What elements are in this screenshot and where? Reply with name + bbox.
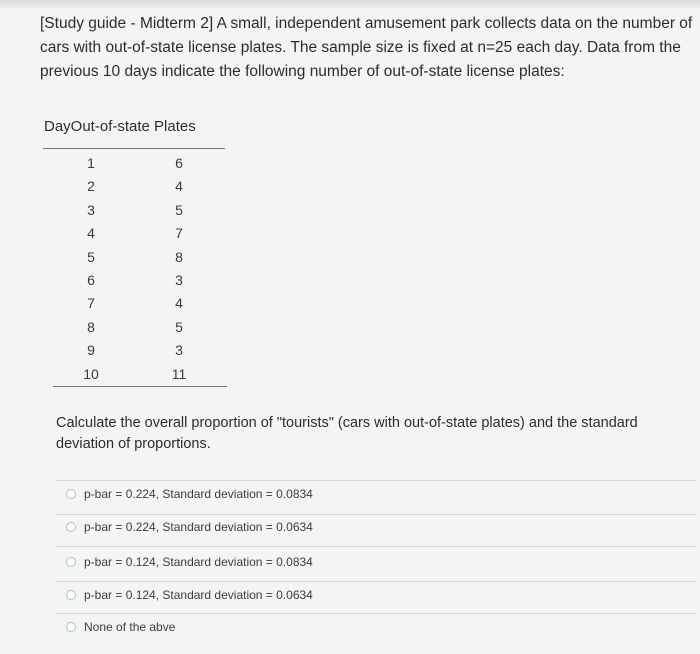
answer-option[interactable] (66, 552, 313, 572)
table-row (40, 316, 240, 339)
table-row (40, 199, 240, 222)
answer-option-label: p-bar = 0.224, Standard deviation = 0.0834 (84, 487, 313, 501)
radio-button[interactable] (66, 522, 76, 532)
plates-cell: 4 (175, 295, 183, 312)
plates-cell: 4 (175, 178, 183, 195)
question-text: [Study guide - Midterm 2] A small, independent amusement park collects data on the number of cars with out-of-state license plates. The sample size is fixed at n=25 each day. Data from the previous 10 days indicate the following number of out-of-state license plates: (40, 15, 693, 80)
top-bar (0, 0, 700, 8)
day-cell: 10 (83, 365, 99, 382)
table-row (40, 269, 240, 292)
radio-button[interactable] (66, 622, 76, 632)
option-divider (56, 546, 696, 547)
radio-button[interactable] (66, 489, 76, 499)
table-rule-top (43, 148, 225, 149)
table-body (40, 152, 240, 386)
day-cell: 1 (87, 155, 95, 171)
table-row (40, 339, 240, 362)
day-cell: 5 (87, 248, 95, 265)
day-cell: 9 (87, 342, 95, 359)
answer-option[interactable] (66, 484, 313, 504)
option-divider (56, 514, 696, 515)
answer-option-label: p-bar = 0.124, Standard deviation = 0.0834 (84, 555, 313, 569)
answer-option[interactable] (66, 585, 313, 605)
table-row (40, 246, 240, 269)
day-cell: 2 (87, 178, 95, 195)
table-row (40, 152, 240, 175)
plates-cell: 5 (175, 201, 183, 218)
license-plate-table (40, 116, 240, 382)
plates-cell: 5 (175, 318, 183, 335)
plates-cell: 7 (175, 225, 183, 242)
answer-option-label: p-bar = 0.124, Standard deviation = 0.0634 (84, 588, 313, 602)
day-cell: 3 (87, 201, 95, 218)
table-row (40, 292, 240, 315)
plates-cell: 8 (175, 248, 183, 265)
table-rule-bottom (53, 386, 227, 387)
option-divider (56, 581, 696, 582)
radio-button[interactable] (66, 590, 76, 600)
table-row (40, 175, 240, 198)
table-row (40, 363, 240, 386)
answer-option-label: p-bar = 0.224, Standard deviation = 0.0634 (84, 520, 313, 534)
plates-cell: 11 (171, 365, 187, 382)
answer-option[interactable] (66, 517, 313, 537)
answer-option-label: None of the abve (84, 620, 176, 634)
answer-option[interactable] (66, 617, 175, 637)
day-cell: 8 (87, 318, 95, 335)
table-header: DayOut-of-state Plates (44, 118, 196, 135)
day-cell: 7 (87, 295, 95, 312)
option-divider (56, 480, 696, 481)
day-cell: 6 (87, 271, 95, 288)
prompt-text: Calculate the overall proportion of "tourists" (cars with out-of-state plates) and the standard deviation of proportions. (56, 415, 638, 452)
table-row (40, 222, 240, 245)
plates-cell: 6 (175, 155, 183, 171)
plates-cell: 3 (175, 271, 183, 288)
radio-button[interactable] (66, 557, 76, 567)
option-divider (56, 613, 696, 614)
plates-cell: 3 (175, 342, 183, 359)
day-cell: 4 (87, 225, 95, 242)
